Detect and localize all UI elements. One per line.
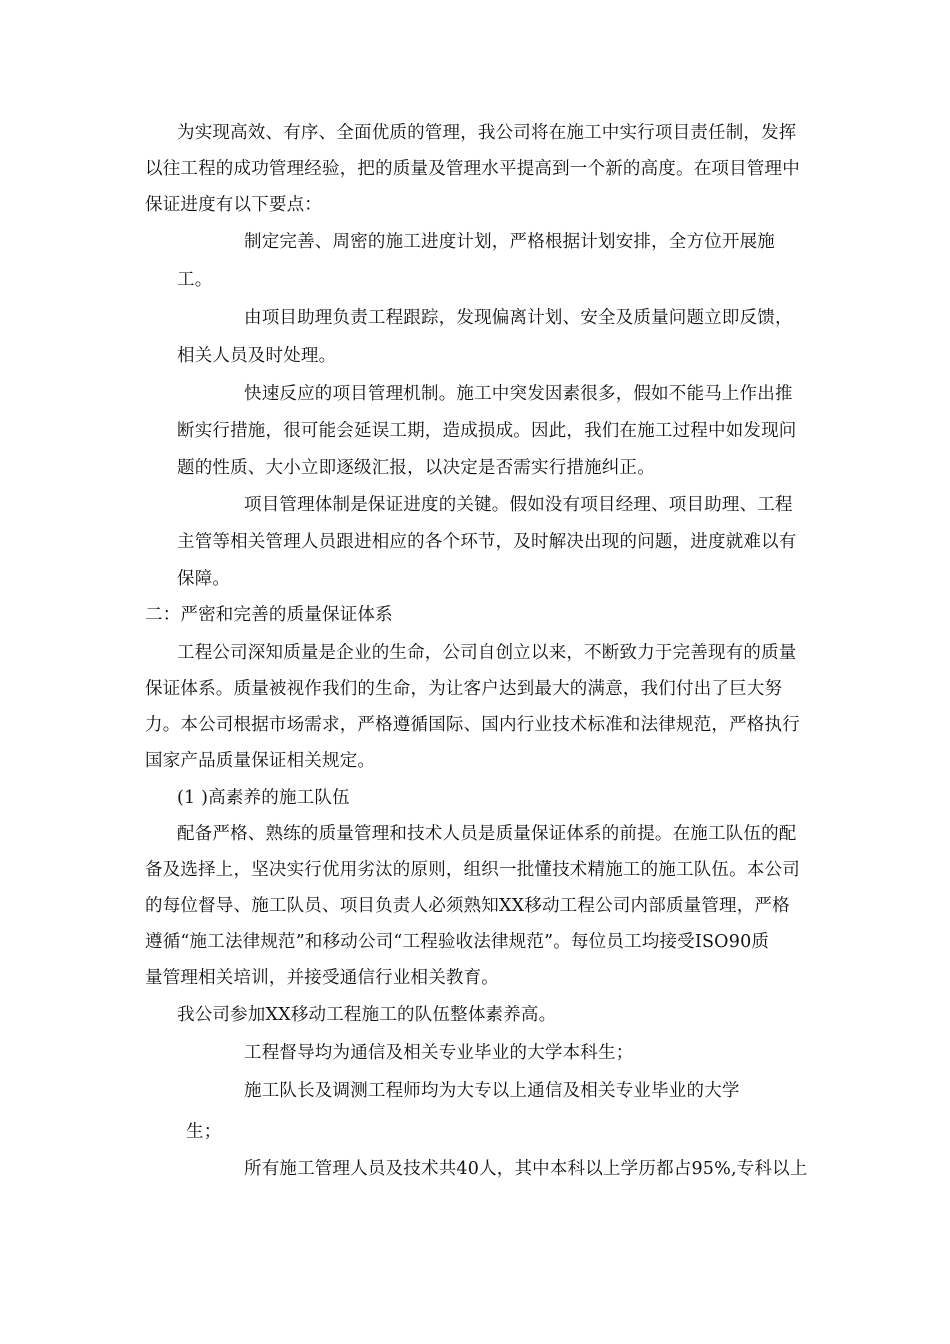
text-line: 断实行措施，很可能会延误工期，造成损成。因此，我们在施工过程中如发现问 bbox=[177, 421, 797, 441]
text-line: 项目管理体制是保证进度的关键。假如没有项目经理、项目助理、工程 bbox=[244, 495, 793, 515]
text-line: 遵循“施工法律规范”和移动公司“工程验收法律规范”。每位员工均接受ISO90质 bbox=[145, 932, 770, 952]
text-line: 我公司参加XX移动工程施工的队伍整体素养高。 bbox=[177, 1005, 557, 1025]
text-line: 生； bbox=[186, 1122, 222, 1142]
text-line: 保证进度有以下要点： bbox=[145, 195, 322, 215]
section-heading: 二：严密和完善的质量保证体系 bbox=[145, 605, 393, 625]
text-line: 量管理相关培训，并接受通信行业相关教育。 bbox=[145, 968, 499, 988]
text-line: 工程公司深知质量是企业的生命，公司自创立以来，不断致力于完善现有的质量 bbox=[177, 643, 797, 663]
text-line: 配备严格、熟练的质量管理和技术人员是质量保证体系的前提。在施工队伍的配 bbox=[177, 824, 797, 844]
text-line: 工。 bbox=[177, 270, 213, 290]
text-line: 国家产品质量保证相关规定。 bbox=[145, 751, 376, 771]
text-line: 由项目助理负责工程跟踪，发现偏离计划、安全及质量问题立即反馈， bbox=[244, 308, 793, 328]
text-line: 备及选择上，坚决实行优用劣汰的原则，组织一批懂技术精施工的施工队伍。本公司 bbox=[145, 860, 800, 880]
text-line: 为实现高效、有序、全面优质的管理，我公司将在施工中实行项目责任制，发挥 bbox=[177, 123, 797, 143]
text-line: 施工队长及调测工程师均为大专以上通信及相关专业毕业的大学 bbox=[244, 1081, 740, 1101]
text-line: 保障。 bbox=[177, 569, 231, 589]
subsection-heading: (1 )高素养的施工队伍 bbox=[177, 788, 350, 808]
text-line: 主管等相关管理人员跟进相应的各个环节，及时解决出现的问题，进度就难以有 bbox=[177, 532, 797, 552]
text-line: 保证体系。质量被视作我们的生命，为让客户达到最大的满意，我们付出了巨大努 bbox=[145, 679, 783, 699]
text-line: 以往工程的成功管理经验，把的质量及管理水平提高到一个新的高度。在项目管理中 bbox=[145, 159, 800, 179]
text-line: 制定完善、周密的施工进度计划，严格根据计划安排，全方位开展施 bbox=[244, 232, 775, 252]
text-line: 所有施工管理人员及技术共40人，其中本科以上学历都占95%,专科以上 bbox=[244, 1159, 808, 1179]
text-line: 的每位督导、施工队员、项目负责人必须熟知XX移动工程公司内部质量管理，严格 bbox=[145, 896, 790, 916]
text-line: 相关人员及时处理。 bbox=[177, 346, 337, 366]
text-line: 快速反应的项目管理机制。施工中突发因素很多，假如不能马上作出推 bbox=[244, 384, 793, 404]
text-line: 力。本公司根据市场需求，严格遵循国际、国内行业技术标准和法律规范，严格执行 bbox=[145, 715, 800, 735]
text-line: 题的性质、大小立即逐级汇报，以决定是否需实行措施纠正。 bbox=[177, 458, 655, 478]
text-line: 工程督导均为通信及相关专业毕业的大学本科生； bbox=[244, 1043, 634, 1063]
